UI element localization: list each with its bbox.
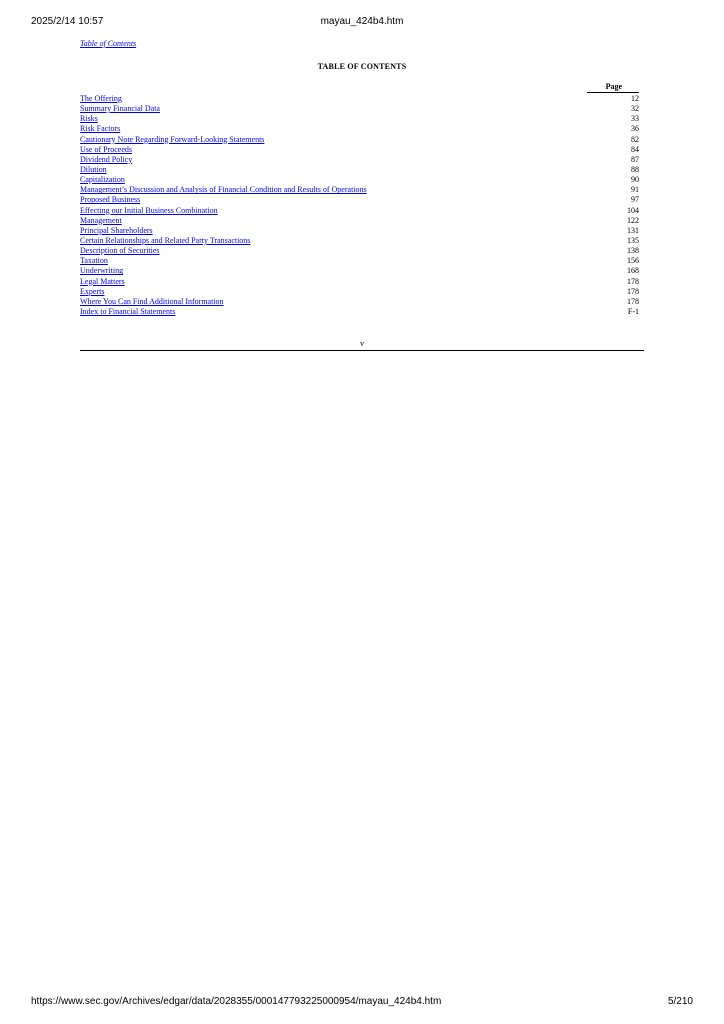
toc-row — [80, 246, 644, 256]
toc-row — [80, 94, 644, 104]
toc-row — [80, 216, 644, 226]
toc-page-number: 36 — [631, 124, 639, 134]
toc-entry-link[interactable]: Experts — [80, 286, 105, 296]
toc-page-number: 97 — [631, 195, 639, 205]
toc-entry-link[interactable]: Summary Financial Data — [80, 104, 160, 114]
toc-row — [80, 226, 644, 236]
toc-entry-link[interactable]: Taxation — [80, 256, 108, 266]
toc-entry-link[interactable]: Legal Matters — [80, 276, 125, 286]
toc-entry-link[interactable]: Where You Can Find Additional Information — [80, 296, 224, 306]
toc-entry-link[interactable]: Dividend Policy — [80, 154, 133, 164]
toc-row — [80, 114, 644, 124]
toc-row — [80, 185, 644, 195]
toc-row — [80, 124, 644, 134]
toc-page-number: 135 — [627, 235, 639, 245]
toc-entry-link[interactable]: Risk Factors — [80, 124, 121, 134]
toc-page-number: 131 — [627, 225, 639, 235]
toc-page-number: 90 — [631, 175, 639, 185]
toc-page-number: 32 — [631, 104, 639, 114]
toc-page-number: 156 — [627, 256, 639, 266]
toc-entry-link[interactable]: Risks — [80, 114, 98, 124]
print-header — [0, 16, 724, 30]
toc-entry-link[interactable]: Use of Proceeds — [80, 144, 132, 154]
toc-row — [80, 307, 644, 317]
toc-row — [80, 277, 644, 287]
toc-row — [80, 195, 644, 205]
toc-page-number: 178 — [627, 276, 639, 286]
print-datetime: 2025/2/14 10:57 — [31, 16, 104, 27]
toc-row — [80, 236, 644, 246]
print-footer — [0, 996, 724, 1010]
toc-page-number: 33 — [631, 114, 639, 124]
toc-page-number: 88 — [631, 164, 639, 174]
toc-row — [80, 256, 644, 266]
toc-page-number: 168 — [627, 266, 639, 276]
toc-entry-link[interactable]: Management — [80, 215, 122, 225]
toc-page-number: 87 — [631, 154, 639, 164]
page-column-label: Page — [605, 82, 622, 91]
print-url: https://www.sec.gov/Archives/edgar/data/2028355/000147793225000954/mayau_424b4.htm — [31, 996, 442, 1007]
toc-entry-link[interactable]: Description of Securities — [80, 246, 160, 256]
toc-row — [80, 266, 644, 276]
print-page-count: 5/210 — [667, 996, 693, 1007]
toc-row — [80, 104, 644, 114]
print-doc-title: mayau_424b4.htm — [320, 16, 404, 27]
toc-page-number: 104 — [627, 205, 639, 215]
toc-row — [80, 165, 644, 175]
toc-row — [80, 287, 644, 297]
toc-entry-link[interactable]: Management’s Discussion and Analysis of Financial Condition and Results of Operations — [80, 185, 367, 195]
toc-entry-link[interactable]: Underwriting — [80, 266, 124, 276]
page-column-rule — [587, 92, 639, 93]
toc-page-number: 84 — [631, 144, 639, 154]
toc-entry-link[interactable]: Cautionary Note Regarding Forward-Looking Statements — [80, 134, 265, 144]
toc-page-number: 138 — [627, 246, 639, 256]
toc-row — [80, 145, 644, 155]
toc-entry-link[interactable]: Proposed Business — [80, 195, 141, 205]
toc-page-number: 91 — [631, 185, 639, 195]
toc-entry-link[interactable]: Certain Relationships and Related Party Transactions — [80, 235, 251, 245]
toc-entry-link[interactable]: Index to Financial Statements — [80, 306, 176, 316]
toc-page-number: 82 — [631, 134, 639, 144]
toc-heading: TABLE OF CONTENTS — [317, 62, 407, 71]
toc-page-number: 178 — [627, 296, 639, 306]
page-column-header — [80, 82, 644, 93]
toc-list — [80, 94, 644, 317]
toc-entry-link[interactable]: Dilution — [80, 164, 107, 174]
toc-entry-link[interactable]: Principal Shareholders — [80, 225, 153, 235]
toc-entry-link[interactable]: Effecting our Initial Business Combination — [80, 205, 218, 215]
toc-entry-link[interactable]: Capitalization — [80, 175, 125, 185]
table-of-contents-link[interactable]: Table of Contents — [80, 39, 137, 48]
toc-page-number: 122 — [627, 215, 639, 225]
page-folio: v — [360, 339, 364, 349]
toc-row — [80, 135, 644, 145]
document-body — [80, 33, 644, 351]
toc-page-number: 178 — [627, 286, 639, 296]
toc-row — [80, 155, 644, 165]
toc-page-number: 12 — [631, 94, 639, 103]
toc-row — [80, 206, 644, 216]
page-bottom-rule — [80, 350, 644, 351]
toc-row — [80, 175, 644, 185]
toc-row — [80, 297, 644, 307]
toc-page-number: F-1 — [627, 306, 639, 316]
toc-entry-link[interactable]: The Offering — [80, 94, 122, 103]
